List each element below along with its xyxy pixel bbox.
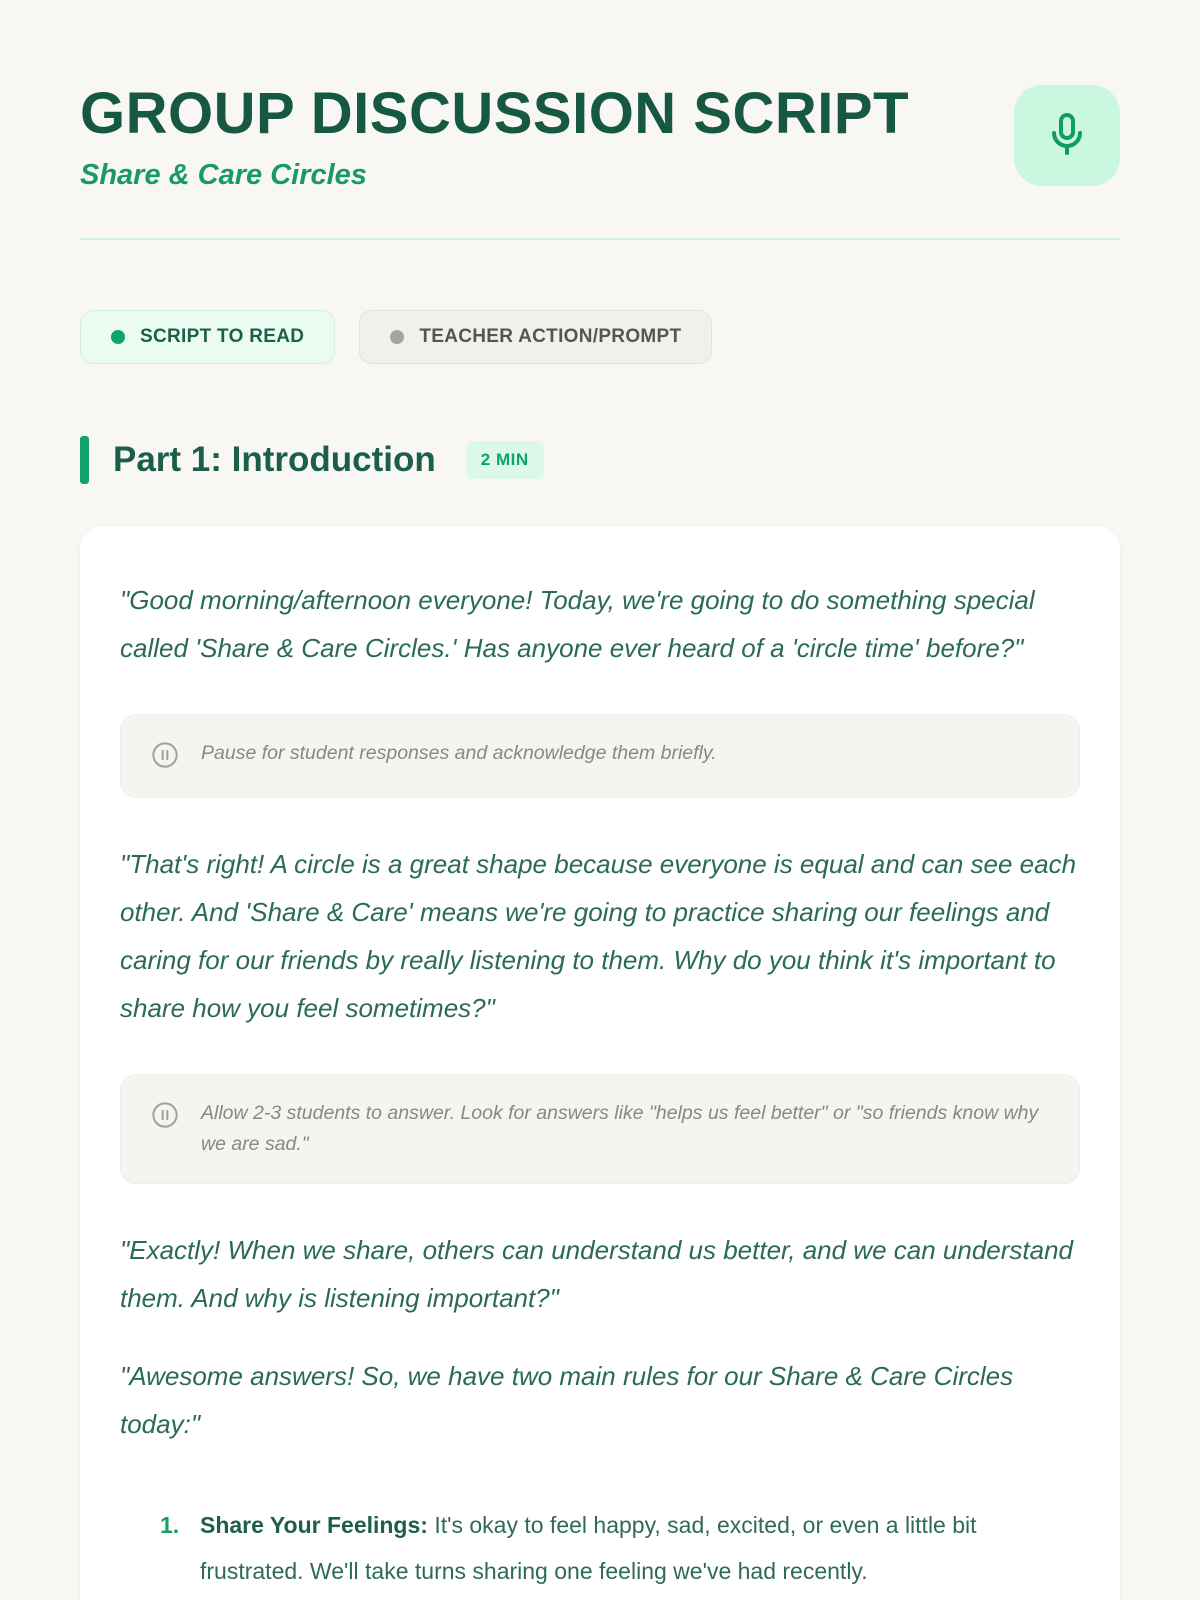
legend-script-chip[interactable]	[80, 310, 335, 364]
teacher-legend-dot-icon	[390, 330, 404, 344]
script-paragraph-1: "Good morning/afternoon everyone! Today, we're going to do something special called 'Share & Care Circles.' Has anyone ever heard of a 'circle time' before?"	[120, 585, 1035, 663]
script-paragraph-3: "Exactly! When we share, others can understand us better, and we can understand them. And why is listening important?"	[120, 1235, 1074, 1313]
mic-button[interactable]	[1014, 85, 1120, 186]
header	[80, 81, 1120, 192]
teacher-prompt-box-1	[120, 714, 1080, 798]
script-paragraph-2: "That's right! A circle is a great shape because everyone is equal and can see each other. And 'Share & Care' means we're going to practice sharing our feelings and caring for our friends by really listening to them. Why do you think it's important to share how you feel sometimes?"	[120, 849, 1077, 1023]
rules-list	[120, 1502, 1080, 1594]
page-subtitle: Share & Care Circles	[80, 159, 367, 191]
section-header	[80, 436, 1120, 484]
header-titles	[80, 81, 909, 192]
legend-teacher-label: TEACHER ACTION/PROMPT	[419, 326, 682, 347]
list-item-bold: Share Your Feelings:	[200, 1512, 428, 1538]
pause-icon	[151, 741, 179, 774]
script-paragraph-4: "Awesome answers! So, we have two main rules for our Share & Care Circles today:"	[120, 1361, 1014, 1439]
microphone-icon	[1043, 110, 1091, 161]
list-item	[120, 1502, 1080, 1594]
script-card	[80, 526, 1120, 1600]
teacher-prompt-text-1: Pause for student responses and acknowledge them briefly.	[201, 742, 717, 764]
legend-teacher-chip[interactable]	[359, 310, 712, 364]
pause-icon	[151, 1101, 179, 1134]
list-item-text: It's okay to feel happy, sad, excited, or even a little bit frustrated. We'll take turns sharing one feeling we've had recently.	[200, 1512, 977, 1584]
page-title: GROUP DISCUSSION SCRIPT	[80, 81, 909, 146]
header-divider	[80, 238, 1120, 240]
teacher-prompt-box-2	[120, 1074, 1080, 1184]
legend-script-label: SCRIPT TO READ	[140, 326, 305, 347]
section-title: Part 1: Introduction	[113, 440, 436, 479]
script-legend-dot-icon	[111, 330, 125, 344]
teacher-prompt-text-2: Allow 2-3 students to answer. Look for answers like "helps us feel better" or "so friends know why we are sad."	[201, 1102, 1039, 1155]
list-item-body	[200, 1502, 1080, 1594]
list-item-number: 1.	[160, 1512, 180, 1538]
duration-badge: 2 MIN	[466, 441, 544, 479]
legend	[80, 310, 1120, 364]
section-accent-bar	[80, 436, 89, 484]
